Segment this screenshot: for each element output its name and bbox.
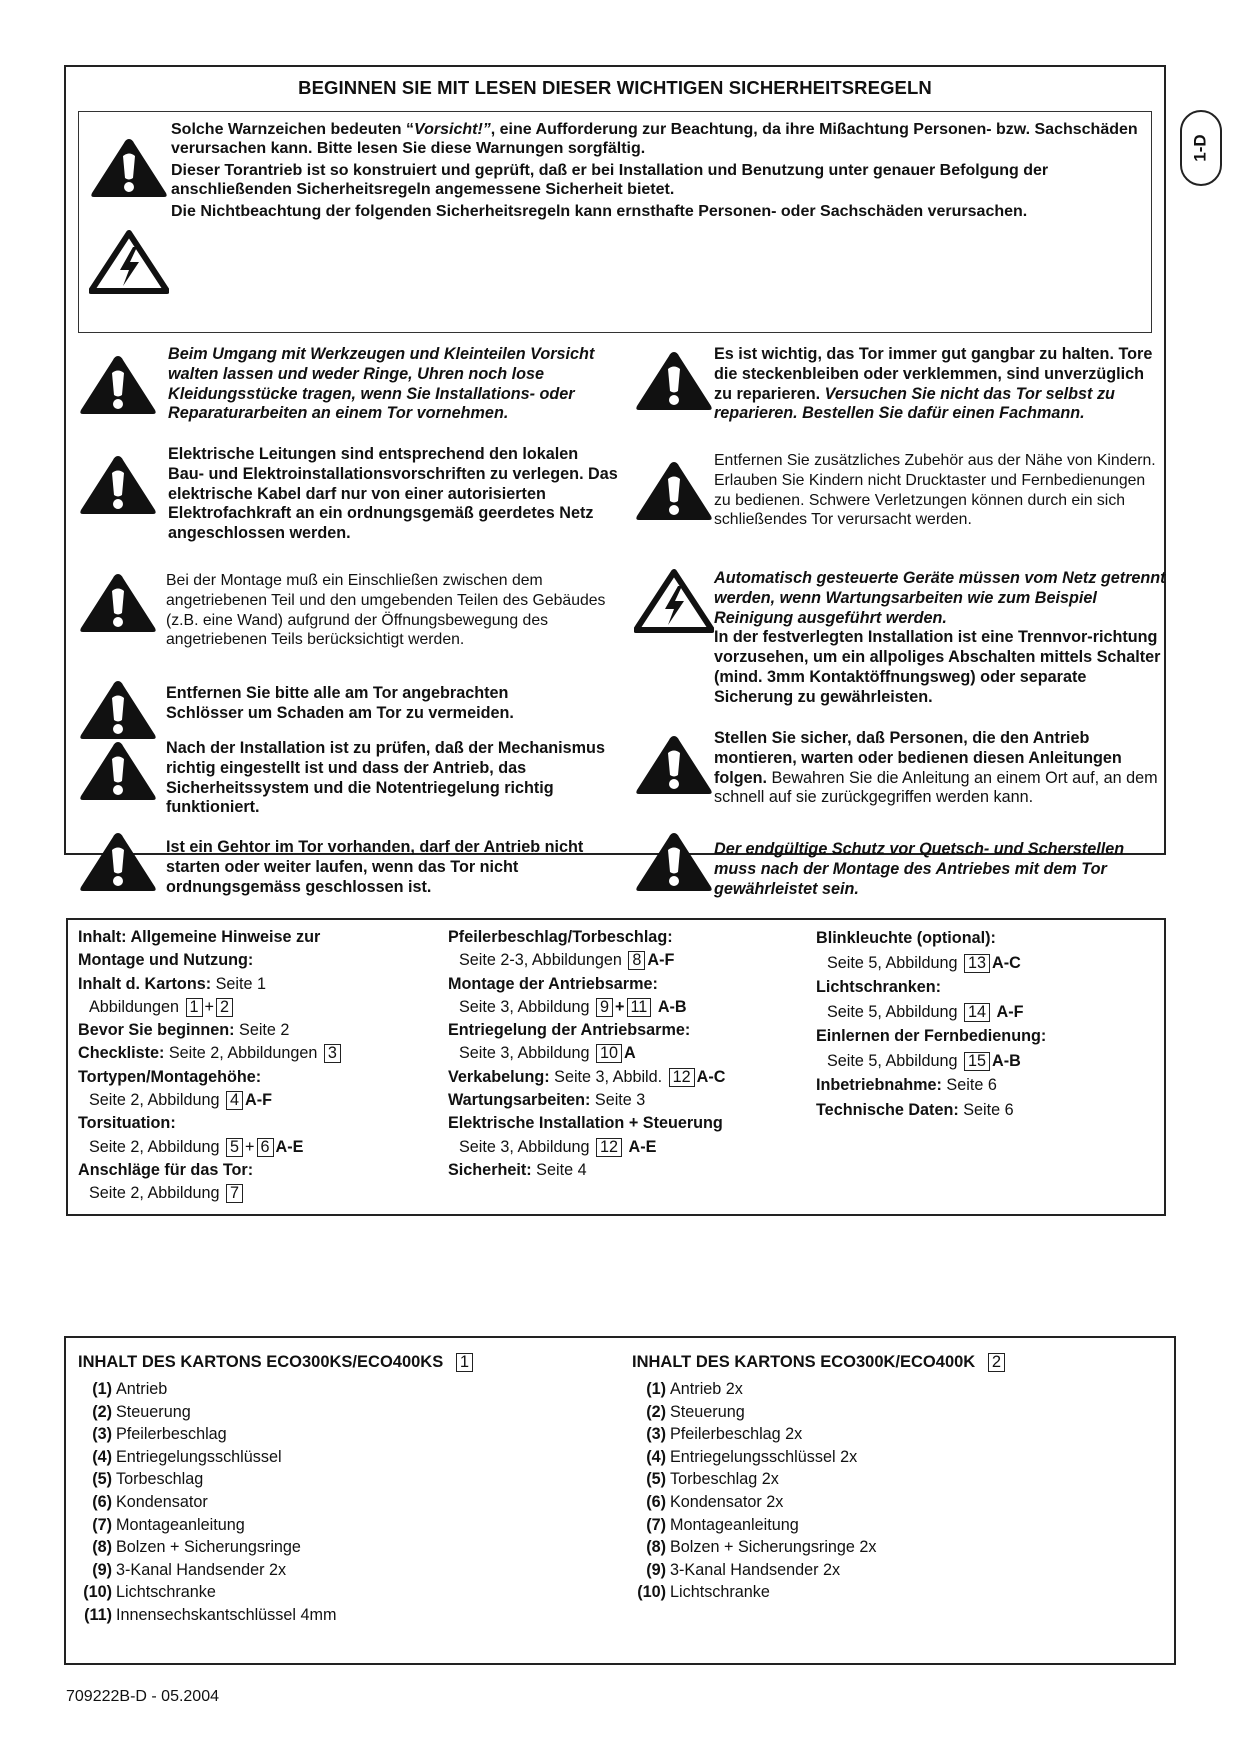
carton-item: (3) Pfeilerbeschlag 2x	[646, 1425, 803, 1444]
warning-exclamation-icon	[634, 733, 714, 797]
carton-title: INHALT DES KARTONS ECO300KS/ECO400KS 1	[78, 1350, 598, 1374]
page-section-label: 1-D	[1191, 134, 1210, 162]
carton-item: (5) Torbeschlag 2x	[646, 1470, 779, 1489]
carton-contents-section	[64, 1336, 1176, 1665]
carton-item: (4) Entriegelungsschlüssel	[92, 1447, 282, 1466]
carton-item: (4) Entriegelungsschlüssel 2x	[646, 1447, 858, 1466]
toc-column-3: Blinkleuchte (optional): Seite 5, Abbildung 13 A-C Lichtschranken: Seite 5, Abbildung 14 A-F Einlernen der Fernbedienung: Seite 5, Abbildung 15 A-B Inbetriebnahme: Seite 6 Technische Daten: Seite 6	[816, 929, 1047, 1119]
carton-item: (8) Bolzen + Sicherungsringe 2x	[646, 1538, 877, 1557]
carton-item: (9) 3-Kanal Handsender 2x	[92, 1560, 287, 1579]
warning-exclamation-icon	[78, 678, 158, 742]
carton-item: (7) Montageanleitung	[646, 1515, 799, 1534]
warning-intro-text: Solche Warnzeichen bedeuten “Vorsicht!”, eine Aufforderung zur Beachtung, da ihre Mißachtung Personen- bzw. Sachschäden verursachen kann. Bitte lesen Sie diese Warnungen sorgfältig. Dieser Torantrieb ist so konstruiert und geprüft, daß er bei Installation und Benutzung unter genauer Befolgung der anschließenden Sicherheitsregeln angemessene Sicherheit bietet. Die Nichtbeachtung der folgenden Sicherheitsregeln kann ernsthafte Personen- oder Sachschäden verursachen.	[171, 121, 1138, 220]
carton-item: (10) Lichtschranke	[83, 1583, 216, 1602]
carton-items	[632, 1378, 1152, 1604]
carton-item: (2) Steuerung	[646, 1402, 745, 1421]
carton-item: (6) Kondensator	[92, 1492, 208, 1511]
carton-title: INHALT DES KARTONS ECO300K/ECO400K 2	[632, 1350, 1152, 1374]
carton-item: (1) Antrieb	[92, 1380, 168, 1398]
warning-exclamation-icon	[634, 349, 714, 413]
safety-rules-section: BEGINNEN SIE MIT LESEN DIESER WICHTIGEN SICHERHEITSREGELN Solche Warnzeichen bedeuten “Vorsicht!”, eine Aufforderung zur Beachtung, da ihre Mißachtung Personen- bzw. Sachschäden verursachen kann. Bitte lesen Sie diese Warnungen sorgfältig. Dieser Torantrieb ist so konstruiert und geprüft, daß er bei Installation und Benutzung unter genauer Befolgung der anschließenden Sicherheitsregeln angemessene Sicherheit bietet. Die Nichtbeachtung der folgenden Sicherheitsregeln kann ernsthafte Personen- oder Sachschäden verursachen. Beim Umgang mit Werkzeugen und Kleinteilen Vorsicht walten lassen und weder Ringe, Uhren noch lose Kleidungsstücke tragen, wenn Sie Installations- oder Reparaturarbeiten an einem Tor vornehmen. Elektrische Leitungen sind entsprechend den lokalen Bau- und Elektroinstallationsvorschriften zu verlegen. Das elektrische Kabel darf nur von einer autorisierten Elektrofachkraft an ein ordnungsgemäß geerdetes Netz angeschlossen werden. Bei der Montage muß ein Einschließen zwischen dem angetriebenen Teil und den umgebenden Teilen des Gebäudes (z.B. eine Wand) aufgrund der Öffnungsbewegung des angetriebenen Teils berücksichtigt werden. Entfernen Sie bitte alle am Tor angebrachten Schlösser um Schaden am Tor zu vermeiden. Nach der Installation ist zu prüfen, daß der Mechanismus richtig eingestellt ist und dass der Antrieb, das Sicherheitssystem und die Notentriegelung richtig funktioniert. Ist ein Gehtor im Tor vorhanden, darf der Antrieb nicht starten oder weiter laufen, wenn das Tor nicht ordnungsgemäss geschlossen ist. Es ist wichtig, das Tor immer gut gangbar zu halten. Tore die steckenbleiben oder verklemmen, sind unverzüglich zu reparieren. Versuchen Sie nicht das Tor selbst zu reparieren. Bestellen Sie dafür einen Fachmann. Entfernen Sie zusätzliches Zubehör aus der Nähe von Kindern. Erlauben Sie Kindern nicht Drucktaster und Fernbedienungen zu bedienen. Schwere Verletzungen können durch ein sich schließendes Tor verursacht werden. Automatisch gesteuerte Geräte müssen vom Netz getrennt werden, wenn Wartungsarbeiten wie zum Beispiel Reinigung ausgeführt werden. In der festverlegten Installation ist eine Trennvor-richtung vorzusehen, um ein allpoliges Abschalten mittels Schalter (mind. 3mm Kontaktöffnungsweg) oder separate Sicherung zu gewährleisten. Stellen Sie sicher, daß Personen, die den Antrieb montieren, warten oder bedienen diesen Anleitungen folgen. Bewahren Sie die Anleitung an einem Ort auf, an dem schnell auf sie zurückgegriffen werden kann. Der endgültige Schutz vor Quetsch- und Scherstellen muss nach der Montage des Antriebes mit dem Tor gewährleistet sein.	[64, 65, 1166, 855]
carton-item: (3) Pfeilerbeschlag	[92, 1425, 227, 1444]
carton-item: (8) Bolzen + Sicherungsringe	[92, 1538, 301, 1557]
safety-title: BEGINNEN SIE MIT LESEN DIESER WICHTIGEN SICHERHEITSREGELN	[298, 77, 932, 98]
warning-exclamation-icon	[78, 739, 158, 803]
carton-items	[78, 1378, 598, 1627]
carton-list-eco-k	[632, 1350, 1152, 1604]
warning-exclamation-icon	[78, 830, 158, 894]
warning-exclamation-icon	[634, 830, 714, 894]
carton-item: (9) 3-Kanal Handsender 2x	[646, 1560, 841, 1579]
page-section-tab	[1180, 110, 1222, 186]
carton-item: (5) Torbeschlag	[92, 1470, 204, 1489]
document-number: 709222B-D - 05.2004	[66, 1688, 219, 1705]
warning-exclamation-icon	[78, 453, 158, 517]
carton-item: (7) Montageanleitung	[92, 1515, 245, 1534]
toc-column-2: Pfeilerbeschlag/Torbeschlag: Seite 2-3, Abbildungen 8 A-F Montage der Antriebsarme: Seite 3, Abbildung 9 + 11 A-B Entriegelung der Antriebsarme: Seite 3, Abbildung 10 A Verkabelung: Seite 3, Abbild. 12 A-C Wartungsarbeiten: Seite 3 Elektrische Installation + Steuerung Seite 3, Abbildung 12 A-E Sicherheit: Seite 4	[448, 928, 726, 1179]
carton-item: (10) Lichtschranke	[637, 1583, 770, 1602]
warning-exclamation-icon	[78, 571, 158, 635]
warning-exclamation-icon	[89, 136, 169, 200]
carton-item: (2) Steuerung	[92, 1402, 191, 1421]
toc-column-1: Inhalt: Allgemeine Hinweise zur Montage und Nutzung: Inhalt d. Kartons: Seite 1 Abbildungen 1 + 2 Bevor Sie beginnen: Seite 2 Checkliste: Seite 2, Abbildungen 3 Tortypen/Montagehöhe: Seite 2, Abbildung 4 A-F Torsituation: Seite 2, Abbildung 5 + 6 A-E Anschläge für das Tor: Seite 2, Abbildung 7	[78, 926, 418, 1206]
warning-exclamation-icon	[78, 353, 158, 417]
warning-exclamation-icon	[634, 459, 714, 523]
carton-item: (1) Antrieb 2x	[646, 1380, 743, 1398]
warning-intro-box	[78, 111, 1152, 333]
electric-warning-icon	[89, 230, 169, 294]
electric-warning-icon	[634, 569, 714, 633]
carton-item: (11) Innensechskantschlüssel 4mm	[84, 1605, 337, 1624]
carton-item: (6) Kondensator 2x	[646, 1492, 784, 1511]
carton-list-eco-ks	[78, 1350, 598, 1627]
table-of-contents	[66, 918, 1166, 1216]
